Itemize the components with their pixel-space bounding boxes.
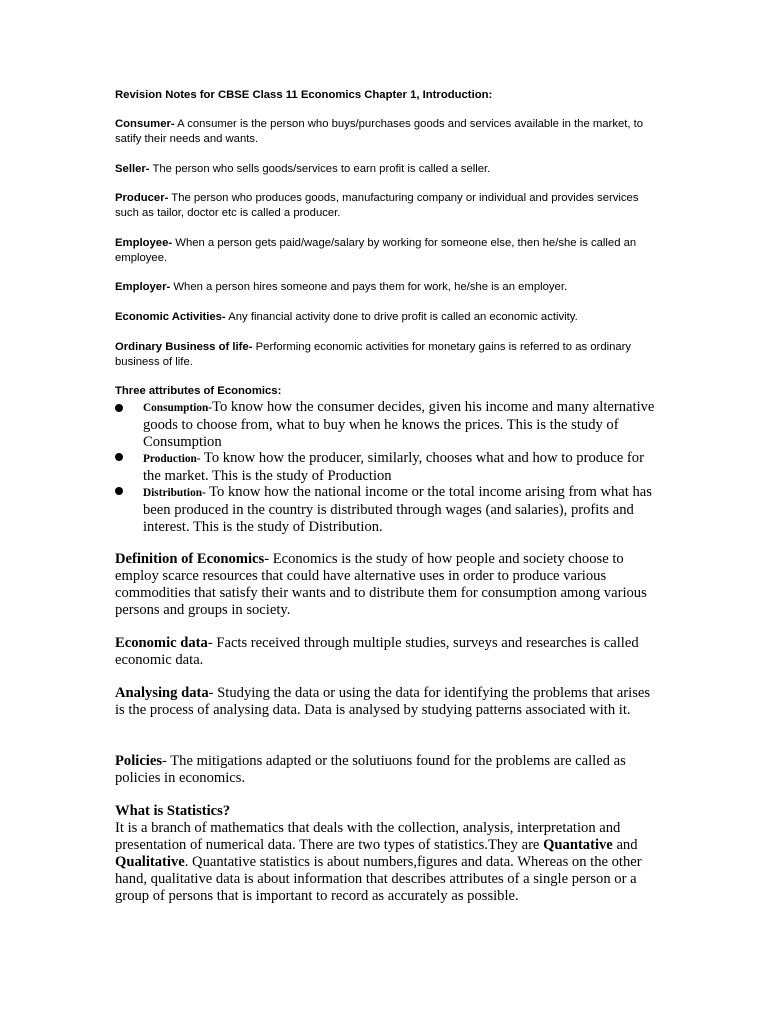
term-policies: Policies — [115, 753, 163, 769]
statistics-text-2: . Quantative statistics is about numbers,figures and data. Whereas on the other hand, qualitative data is about information that describes attributes of a single person or a group of persons that is important to record as accurately as possible. — [115, 854, 642, 904]
term-employee: Employee- — [115, 237, 173, 249]
text-policies: - The mitigations adapted or the solutiuons found for the problems are called as policies in economics. — [115, 753, 626, 786]
definition-seller — [115, 162, 660, 177]
text-analysing-data: - Studying the data or using the data for identifying the problems that arises is the process of analysing data. Data is analysed by studying patterns associated with it. — [115, 685, 651, 718]
text-consumer: A consumer is the person who buys/purchases goods and services available in the market, to satify their needs and wants. — [115, 118, 644, 145]
term-employer: Employer- — [115, 281, 171, 293]
term-analysing-data: Analysing data — [115, 685, 209, 701]
text-seller: The person who sells goods/services to earn profit is called a seller. — [149, 163, 491, 175]
term-consumption: Consumption- — [143, 402, 213, 414]
definition-economics — [115, 551, 660, 619]
definition-ordinary-business — [115, 340, 660, 370]
definition-economic-data — [115, 635, 660, 669]
statistics-text-1: It is a branch of mathematics that deals with the collection, analysis, interpretation and presentation of numerical data. There are two types of statistics.They are — [115, 820, 621, 853]
text-economic-activities: Any financial activity done to drive profit is called an economic activity. — [225, 311, 578, 323]
text-economic-data: - Facts received through multiple studies, surveys and researches is called economic data. — [115, 635, 639, 668]
text-employee: When a person gets paid/wage/salary by working for someone else, then he/she is called an employee. — [115, 237, 637, 264]
statistics-heading: What is Statistics? — [115, 803, 231, 819]
definition-producer — [115, 191, 660, 221]
bullet-icon — [115, 453, 123, 461]
definition-employee — [115, 236, 660, 266]
term-ordinary-business: Ordinary Business of life- — [115, 341, 253, 353]
term-producer: Producer- — [115, 192, 169, 204]
term-consumer: Consumer- — [115, 118, 175, 130]
attributes-heading: Three attributes of Economics: — [115, 385, 282, 397]
term-economic-activities: Economic Activities- — [115, 311, 226, 323]
definition-employer — [115, 280, 660, 295]
term-seller: Seller- — [115, 163, 150, 175]
text-ordinary-business: Performing economic activities for monetary gains is referred to as ordinary business of life. — [115, 341, 632, 368]
attribute-production — [143, 450, 663, 485]
definition-consumer — [115, 117, 660, 147]
term-definition-economics: Definition of Economics — [115, 551, 265, 567]
definition-economic-activities — [115, 310, 660, 325]
definition-policies — [115, 753, 660, 787]
text-employer: When a person hires someone and pays them for work, he/she is an employer. — [170, 281, 568, 293]
text-producer: The person who produces goods, manufacturing company or individual and provides services such as tailor, doctor etc is called a producer. — [115, 192, 639, 219]
definition-analysing-data — [115, 685, 660, 719]
bullet-icon — [115, 404, 123, 412]
bullet-icon — [115, 487, 123, 495]
statistics-and: and — [612, 837, 638, 853]
text-consumption: To know how the consumer decides, given his income and many alternative goods to choose from, what to buy when he knows the prices. This is the study of Consumption — [143, 399, 655, 450]
document-title: Revision Notes for CBSE Class 11 Economics Chapter 1, Introduction: — [115, 89, 493, 101]
term-qualitative: Qualitative — [115, 854, 185, 870]
term-production: Production- — [143, 453, 201, 465]
text-production: To know how the producer, similarly, chooses what and how to produce for the market. This is the study of Production — [143, 450, 644, 484]
text-distribution: To know how the national income or the total income arising from what has been produced in the country is distributed through wages (and salaries), profits and interest. This is the study of Distribution. — [143, 484, 652, 535]
attribute-consumption — [143, 399, 663, 451]
attribute-distribution — [143, 484, 663, 536]
statistics-paragraph — [115, 820, 660, 905]
term-economic-data: Economic data — [115, 635, 208, 651]
text-definition-economics: - Economics is the study of how people and society choose to employ scarce resources that could have alternative uses in order to produce various commodities that satisfy their wants and to distribute them for consumption among various persons and groups in society. — [115, 551, 647, 618]
term-quantative: Quantative — [543, 837, 613, 853]
term-distribution: Distribution- — [143, 487, 206, 499]
